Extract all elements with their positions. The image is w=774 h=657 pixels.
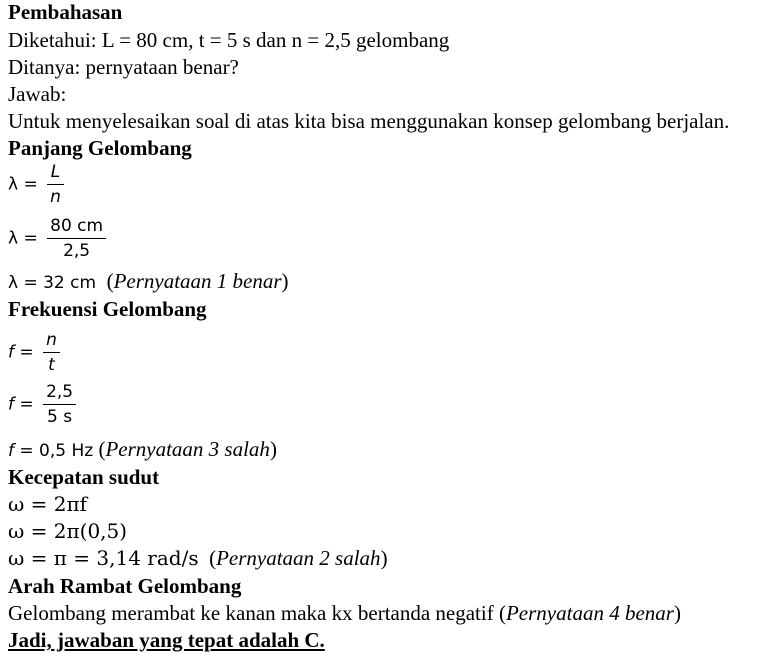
propagation-text <box>8 601 681 625</box>
heading-angular-speed: Kecepatan sudut <box>8 465 160 489</box>
eq-sign: = <box>14 394 34 415</box>
paren-open: ( <box>98 437 106 461</box>
fraction-denominator: 5 s <box>47 407 73 427</box>
eq-var: f <box>8 394 14 415</box>
angular-eq-2: ω = 2π(0,5) <box>8 519 128 543</box>
fraction-numerator: n <box>43 330 60 353</box>
frequency-result-eq: = 0,5 Hz <box>14 441 94 461</box>
frequency-eq-2 <box>8 382 76 427</box>
known-values: Diketahui: L = 80 cm, t = 5 s dan n = 2,5 gelombang <box>8 28 450 52</box>
paren-close: ) <box>281 269 289 293</box>
statement-note: Pernyataan 4 benar <box>505 601 674 625</box>
propagation-sentence: Gelombang merambat ke kanan maka kx bertanda negatif <box>8 601 494 625</box>
paren-open: ( <box>106 269 114 293</box>
conclusion: Jadi, jawaban yang tepat adalah C. <box>8 628 325 652</box>
paren-open: ( <box>209 546 217 570</box>
fraction-denominator: n <box>50 187 61 207</box>
wavelength-eq-1 <box>8 162 64 207</box>
statement-note: Pernyataan 1 benar <box>113 269 282 293</box>
fraction-denominator: 2,5 <box>63 241 91 261</box>
section-title: Pembahasan <box>8 0 123 24</box>
frequency-eq-1 <box>8 330 60 375</box>
heading-propagation: Arah Rambat Gelombang <box>8 574 242 598</box>
eq-var: f <box>8 441 14 461</box>
fraction-denominator: t <box>48 355 55 375</box>
statement-note: Pernyataan 2 salah <box>216 546 381 570</box>
fraction-numerator: L <box>47 162 64 185</box>
paren-close: ) <box>269 437 277 461</box>
wavelength-eq-2 <box>8 216 106 261</box>
eq-lhs: λ = <box>8 174 38 195</box>
heading-frequency: Frekuensi Gelombang <box>8 297 207 321</box>
fraction-numerator: 2,5 <box>43 382 76 405</box>
angular-result-eq: ω = π = 3,14 rad/s <box>8 546 199 570</box>
fraction <box>47 162 64 207</box>
paren-close: ) <box>380 546 388 570</box>
paren-close: ) <box>673 601 681 625</box>
fraction <box>43 330 60 375</box>
statement-note: Pernyataan 3 salah <box>105 437 270 461</box>
fraction <box>47 216 106 261</box>
angular-result <box>8 546 388 570</box>
wavelength-result-eq: λ = 32 cm <box>8 273 97 293</box>
question-text: Ditanya: pernyataan benar? <box>8 55 239 79</box>
eq-sign: = <box>14 342 34 363</box>
eq-lhs: λ = <box>8 228 38 249</box>
wavelength-result <box>8 269 289 295</box>
intro-text: Untuk menyelesaikan soal di atas kita bisa menggunakan konsep gelombang berjalan. <box>8 109 730 133</box>
frequency-result <box>8 437 277 463</box>
angular-eq-1: ω = 2πf <box>8 492 88 516</box>
paren-open: ( <box>498 601 506 625</box>
fraction <box>43 382 76 427</box>
eq-var: f <box>8 342 14 363</box>
heading-wavelength: Panjang Gelombang <box>8 136 192 160</box>
answer-label: Jawab: <box>8 82 67 106</box>
fraction-numerator: 80 cm <box>47 216 106 239</box>
